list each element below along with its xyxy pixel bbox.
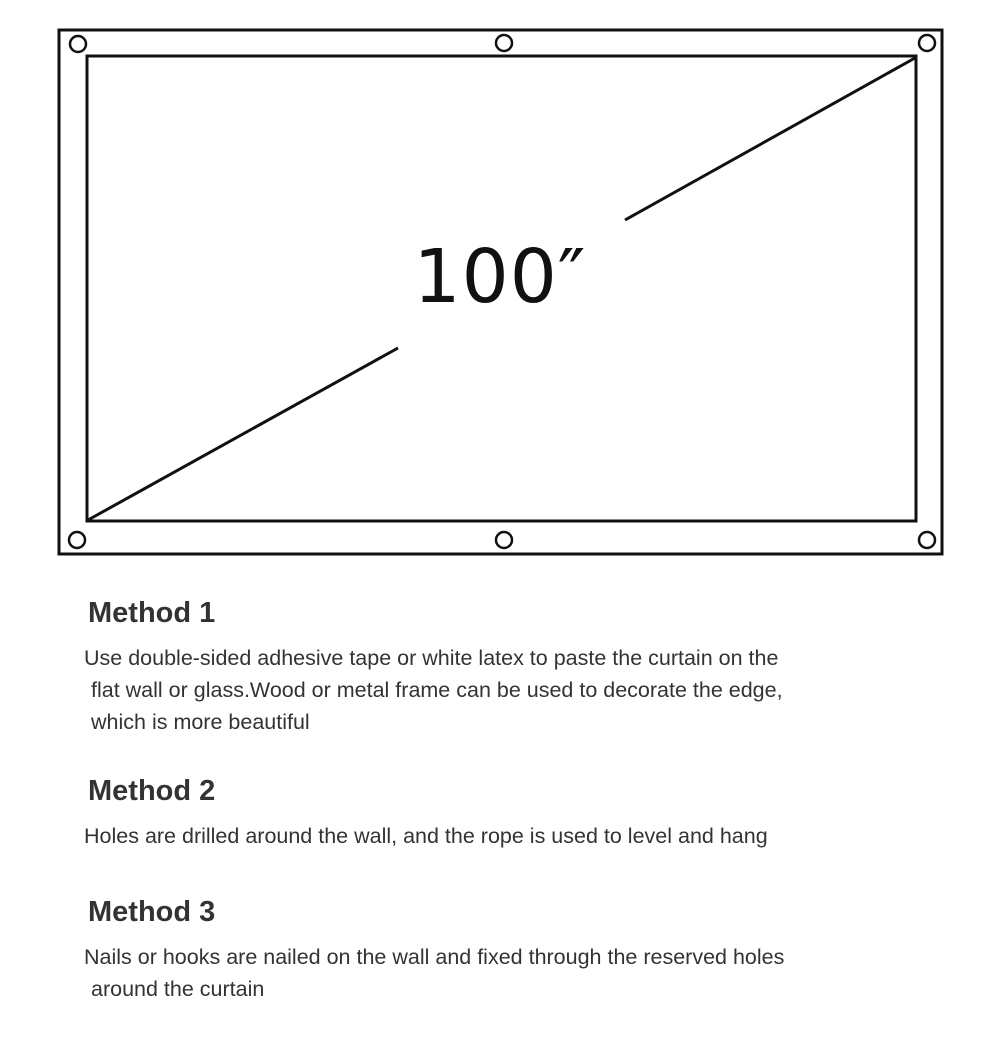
method-3-description — [84, 941, 964, 1005]
grommet-hole-top-center — [496, 35, 512, 51]
method-2-section — [84, 774, 964, 852]
method-1-description — [84, 642, 964, 738]
method-1-line-3: which is more beautiful — [91, 709, 310, 734]
method-2-line-1: Holes are drilled around the wall, and the rope is used to level and hang — [84, 823, 768, 848]
grommet-hole-bottom-right — [919, 532, 935, 548]
method-2-description — [84, 820, 964, 852]
grommet-hole-top-right — [919, 35, 935, 51]
method-1-line-2: flat wall or glass.Wood or metal frame can be used to decorate the edge, — [91, 677, 783, 702]
grommet-hole-top-left — [70, 36, 86, 52]
grommet-hole-bottom-center — [496, 532, 512, 548]
method-1-section — [84, 596, 964, 738]
method-3-section — [84, 895, 964, 1005]
grommet-hole-bottom-left — [69, 532, 85, 548]
diagonal-line-lower — [88, 348, 398, 520]
diagonal-line-upper — [625, 58, 915, 220]
method-3-line-2: around the curtain — [91, 976, 265, 1001]
screen-size-label: 100″ — [413, 234, 587, 320]
method-1-line-1: Use double-sided adhesive tape or white latex to paste the curtain on the — [84, 645, 779, 670]
method-3-line-1: Nails or hooks are nailed on the wall and fixed through the reserved holes — [84, 944, 785, 969]
method-2-title: Method 2 — [88, 775, 216, 807]
method-1-title: Method 1 — [88, 597, 216, 629]
method-3-title: Method 3 — [88, 896, 216, 928]
